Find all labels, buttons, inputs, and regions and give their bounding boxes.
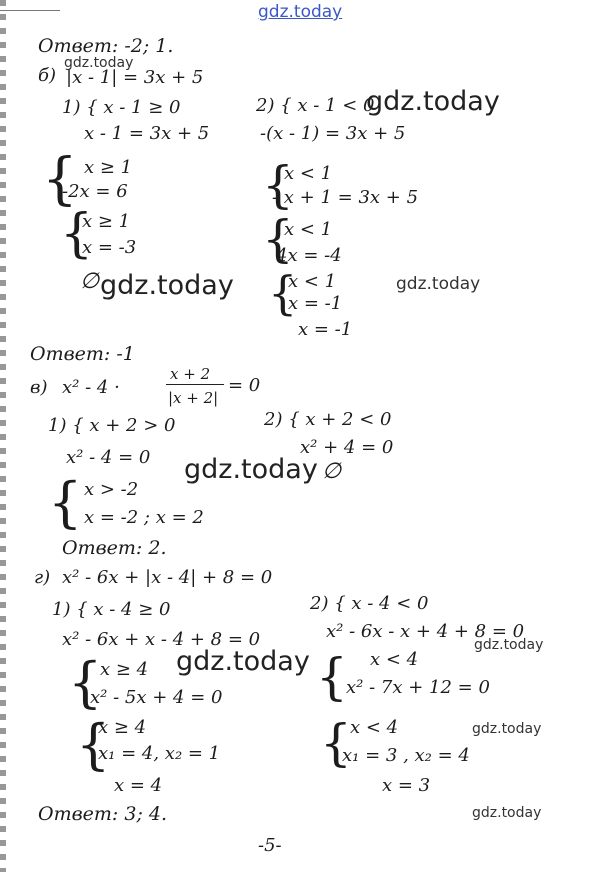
watermark: gdz.today [472,805,542,821]
system-line: x = -3 [82,237,137,258]
watermark: gdz.today [184,454,318,485]
brace: { [262,210,294,268]
brace: { [320,714,352,772]
answer-line: Ответ: 2. [62,537,167,559]
system-line: x < 4 [350,717,399,738]
watermark: gdz.today [472,721,542,737]
system-line: x < 1 [284,163,333,184]
answer-line: Ответ: 3; 4. [38,803,168,825]
result: x = -1 [298,319,353,340]
equation-left: x² - 4 · [62,377,120,398]
case-1-equation: x - 1 = 3x + 5 [84,123,210,144]
system-line: x < 1 [288,271,337,292]
watermark: gdz.today [366,86,500,117]
system-line: x₁ = 4, x₂ = 1 [98,743,221,764]
case-2-equation: x² + 4 = 0 [300,437,394,458]
header-watermark[interactable]: gdz.today [258,2,343,22]
system-line: x = -2 ; x = 2 [84,507,204,528]
case-2-equation: -(x - 1) = 3x + 5 [260,123,406,144]
result: x = 4 [114,775,163,796]
system-line: x > -2 [84,479,139,500]
equation: x² - 6x + |x - 4| + 8 = 0 [62,567,273,588]
system-line: x² - 7x + 12 = 0 [346,677,490,698]
case-2-condition: 2) { x - 4 < 0 [310,593,429,614]
watermark: gdz.today [474,637,544,653]
brace: { [316,648,348,706]
case-1-equation: x² - 6x + x - 4 + 8 = 0 [62,629,261,650]
watermark: gdz.today [176,646,310,677]
brace: { [68,651,103,714]
fraction-bar [166,384,224,385]
watermark: gdz.today [100,270,234,301]
equation-right: = 0 [228,375,261,396]
system-line: x₁ = 3 , x₂ = 4 [342,745,470,766]
brace: { [48,471,83,534]
answer-line: Ответ: -1 [30,343,135,365]
fraction-denominator: |x + 2| [168,389,219,407]
system-line: x < 1 [284,219,333,240]
page-number: -5- [258,835,282,856]
system-line: x < 4 [370,649,419,670]
case-2-condition: 2) { x - 1 < 0 [256,95,375,116]
margin-dashes [0,0,6,872]
fraction-numerator: x + 2 [170,365,211,383]
system-line: x ≥ 1 [82,211,131,232]
part-g-label: г) [34,567,51,588]
system-line: x ≥ 4 [98,717,147,738]
case-2-condition: 2) { x + 2 < 0 [264,409,392,430]
brace: { [262,156,294,214]
result: x = 3 [382,775,431,796]
watermark: gdz.today [396,274,481,294]
system-line: -2x = 6 [62,181,128,202]
brace: { [268,266,298,320]
system-line: x² - 5x + 4 = 0 [90,687,223,708]
system-line: x ≥ 4 [100,659,149,680]
brace: { [42,147,78,212]
case-1-condition: 1) { x - 1 ≥ 0 [62,97,181,118]
top-rule [0,10,60,11]
empty-set-symbol: ∅ [322,459,342,484]
system-line: x ≥ 1 [84,157,133,178]
brace: { [76,713,111,776]
case-1-condition: 1) { x + 2 > 0 [48,415,176,436]
system-line: - x + 1 = 3x + 5 [272,187,419,208]
watermark: gdz.today [64,55,134,71]
system-line: 4x = -4 [276,245,342,266]
empty-set-symbol: ∅ [80,269,100,294]
equation: |x - 1| = 3x + 5 [66,67,204,88]
case-1-equation: x² - 4 = 0 [66,447,151,468]
brace: { [60,204,94,264]
answer-line: Ответ: -2; 1. [38,35,174,57]
case-1-condition: 1) { x - 4 ≥ 0 [52,599,171,620]
system-line: x = -1 [288,293,343,314]
part-b-label: б) [38,65,57,86]
case-2-equation: x² - 6x - x + 4 + 8 = 0 [326,621,525,642]
part-v-label: в) [30,377,48,398]
